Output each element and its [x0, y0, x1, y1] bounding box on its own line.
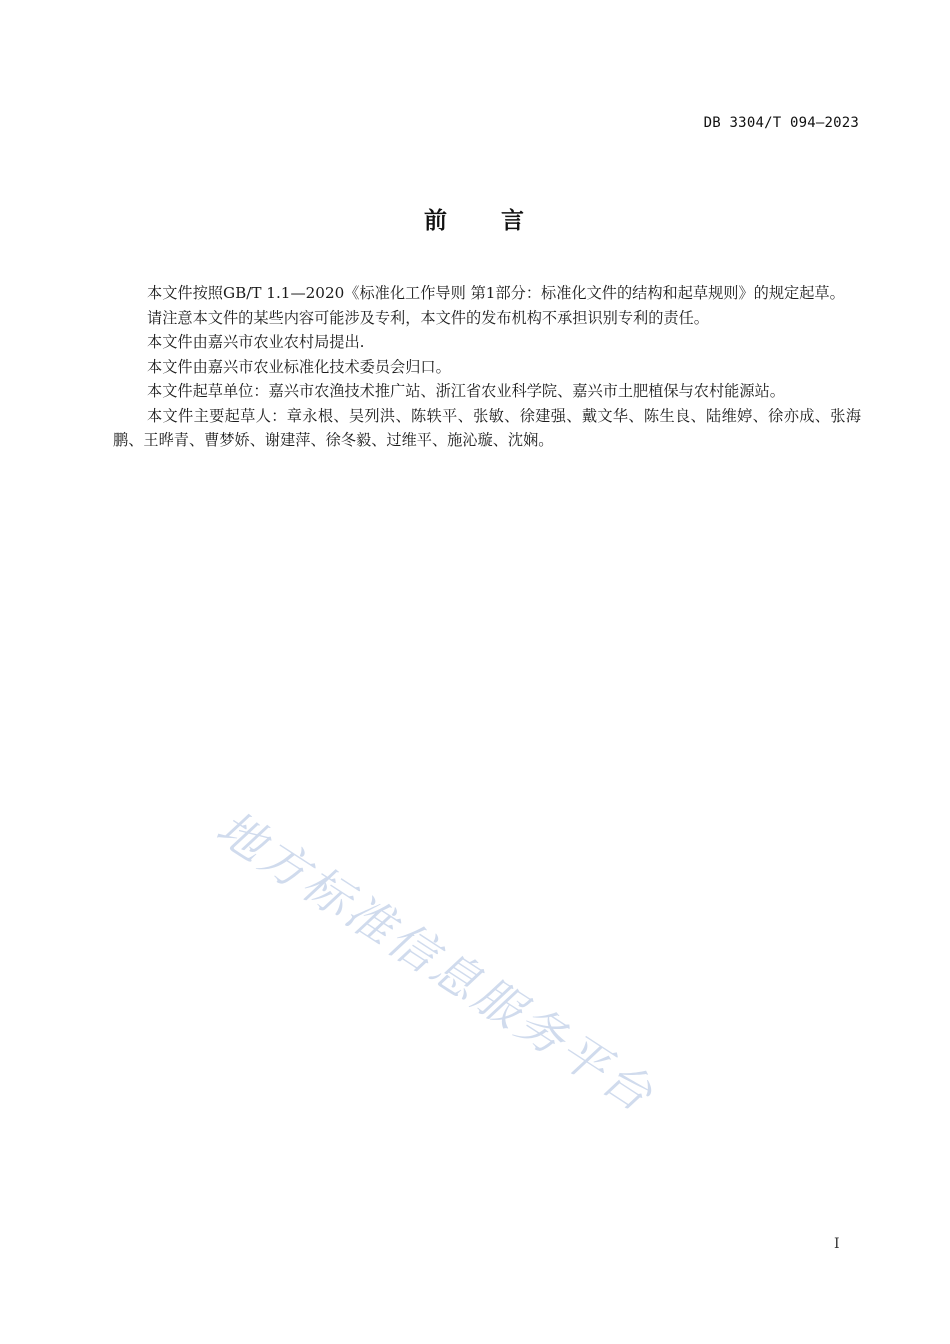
paragraph-drafting-units: 本文件起草单位：嘉兴市农渔技术推广站、浙江省农业科学院、嘉兴市土肥植保与农村能源站。	[147, 382, 785, 400]
foreword-body	[113, 281, 861, 453]
title-char-2: 言	[501, 208, 526, 234]
paragraph-drafting-basis: 本文件按照GB/T 1.1—2020《标准化工作导则 第1部分：标准化文件的结构和起草规则》的规定起草。	[147, 284, 845, 302]
paragraph-drafters: 本文件主要起草人：章永根、吴列洪、陈轶平、张敏、徐建强、戴文华、陈生良、陆维婷、徐亦成、张海鹏、王晔青、曹梦娇、谢建萍、徐冬毅、过维平、施沁璇、沈娴。	[113, 406, 861, 449]
paragraph-centralized-by: 本文件由嘉兴市农业标准化技术委员会归口。	[147, 357, 451, 376]
title-char-1: 前	[424, 208, 449, 234]
watermark: 地方标准信息服务平台	[206, 800, 665, 1125]
page-number: I	[834, 1236, 840, 1252]
paragraph-patent-notice: 请注意本文件的某些内容可能涉及专利，本文件的发布机构不承担识别专利的责任。	[147, 308, 709, 327]
paragraph-proposed-by: 本文件由嘉兴市农业农村局提出.	[147, 333, 365, 351]
document-code: DB 3304/T 094—2023	[703, 115, 859, 131]
page-title	[0, 202, 950, 235]
